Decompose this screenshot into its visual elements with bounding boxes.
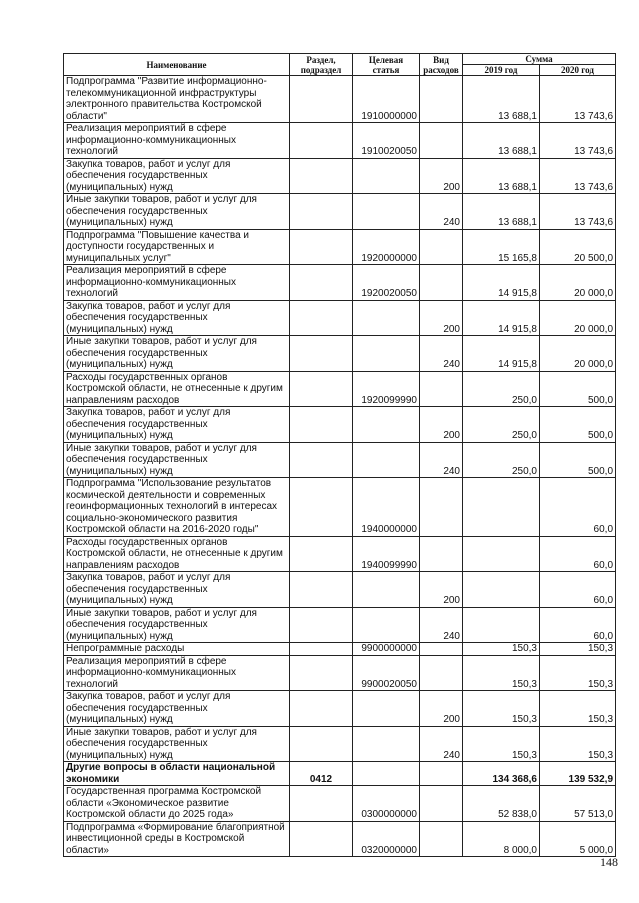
row-name: Закупка товаров, работ и услуг для обеспечения государственных (муниципальных) нужд: [64, 572, 290, 608]
row-name: Другие вопросы в области национальной экономики: [64, 762, 290, 786]
row-sum-2019: 14 915,8: [463, 265, 540, 301]
row-name: Подпрограмма "Использование результатов космической деятельности и современных геоинформационных технологий в интересах социально-экономического развития Костромской области на 2016-2020 годы": [64, 478, 290, 537]
row-kind: 200: [420, 158, 463, 194]
row-name: Подпрограмма «Формирование благоприятной инвестиционной среды в Костромской области»: [64, 821, 290, 857]
row-sum-2019: [463, 572, 540, 608]
row-sum-2020: 57 513,0: [540, 786, 616, 822]
row-kind: [420, 478, 463, 537]
row-sum-2019: 14 915,8: [463, 300, 540, 336]
row-sum-2020: 139 532,9: [540, 762, 616, 786]
row-kind: [420, 123, 463, 159]
row-kind: [420, 371, 463, 407]
row-sum-2020: 13 743,6: [540, 76, 616, 123]
row-target: [353, 572, 420, 608]
row-name: Иные закупки товаров, работ и услуг для обеспечения государственных (муниципальных) нужд: [64, 194, 290, 230]
row-sum-2019: 13 688,1: [463, 123, 540, 159]
row-section: [290, 407, 353, 443]
row-kind: [420, 265, 463, 301]
row-section: [290, 265, 353, 301]
row-name: Закупка товаров, работ и услуг для обеспечения государственных (муниципальных) нужд: [64, 407, 290, 443]
row-target: [353, 607, 420, 643]
row-section: [290, 607, 353, 643]
row-kind: 240: [420, 442, 463, 478]
row-target: 9900000000: [353, 643, 420, 656]
row-sum-2020: 150,3: [540, 655, 616, 691]
page-number: 148: [600, 855, 618, 869]
row-target: 1910000000: [353, 76, 420, 123]
header-section: Раздел, подраздел: [290, 54, 353, 76]
row-target: [353, 691, 420, 727]
header-target: Целевая статья: [353, 54, 420, 76]
row-section: 0412: [290, 762, 353, 786]
row-name: Иные закупки товаров, работ и услуг для обеспечения государственных (муниципальных) нужд: [64, 726, 290, 762]
row-name: Иные закупки товаров, работ и услуг для обеспечения государственных (муниципальных) нужд: [64, 607, 290, 643]
table-row: [64, 371, 616, 407]
row-section: [290, 194, 353, 230]
row-target: [353, 158, 420, 194]
row-sum-2019: 13 688,1: [463, 194, 540, 230]
header-sum: Сумма: [463, 54, 616, 65]
row-kind: 200: [420, 407, 463, 443]
row-kind: [420, 786, 463, 822]
table-body: [64, 76, 616, 857]
row-target: [353, 762, 420, 786]
row-sum-2020: 60,0: [540, 607, 616, 643]
row-section: [290, 821, 353, 857]
row-name: Закупка товаров, работ и услуг для обеспечения государственных (муниципальных) нужд: [64, 158, 290, 194]
table-row: [64, 821, 616, 857]
row-sum-2020: 60,0: [540, 478, 616, 537]
row-name: Расходы государственных органов Костромской области, не отнесенные к другим направлениям расходов: [64, 371, 290, 407]
row-sum-2019: [463, 607, 540, 643]
row-kind: [420, 762, 463, 786]
row-section: [290, 442, 353, 478]
row-name: Подпрограмма "Повышение качества и доступности государственных и муниципальных услуг": [64, 229, 290, 265]
row-kind: [420, 643, 463, 656]
row-section: [290, 76, 353, 123]
row-kind: [420, 76, 463, 123]
row-section: [290, 691, 353, 727]
row-kind: 200: [420, 691, 463, 727]
row-kind: 240: [420, 726, 463, 762]
row-sum-2020: 13 743,6: [540, 158, 616, 194]
row-kind: 240: [420, 336, 463, 372]
row-sum-2019: [463, 536, 540, 572]
table-row: [64, 407, 616, 443]
row-target: [353, 726, 420, 762]
row-kind: 240: [420, 607, 463, 643]
table-row: [64, 194, 616, 230]
row-sum-2019: 250,0: [463, 407, 540, 443]
row-sum-2020: 60,0: [540, 572, 616, 608]
row-section: [290, 336, 353, 372]
row-name: Реализация мероприятий в сфере информационно-коммуникационных технологий: [64, 655, 290, 691]
table-row: [64, 607, 616, 643]
row-name: Реализация мероприятий в сфере информационно-коммуникационных технологий: [64, 123, 290, 159]
row-target: 1920020050: [353, 265, 420, 301]
row-sum-2020: 5 000,0: [540, 821, 616, 857]
row-target: 0300000000: [353, 786, 420, 822]
budget-table: [63, 53, 616, 857]
table-row: [64, 691, 616, 727]
header-kind: Вид расходов: [420, 54, 463, 76]
table-row: [64, 536, 616, 572]
row-sum-2020: 20 000,0: [540, 336, 616, 372]
table-row: [64, 158, 616, 194]
row-sum-2019: 14 915,8: [463, 336, 540, 372]
table-row: [64, 762, 616, 786]
row-name: Закупка товаров, работ и услуг для обеспечения государственных (муниципальных) нужд: [64, 300, 290, 336]
row-name: Непрограммные расходы: [64, 643, 290, 656]
table-row: [64, 76, 616, 123]
row-sum-2019: 150,3: [463, 726, 540, 762]
table-row: [64, 643, 616, 656]
row-sum-2020: 150,3: [540, 726, 616, 762]
row-target: 9900020050: [353, 655, 420, 691]
row-target: 1910020050: [353, 123, 420, 159]
row-target: [353, 336, 420, 372]
table-row: [64, 786, 616, 822]
row-kind: [420, 655, 463, 691]
row-sum-2019: 8 000,0: [463, 821, 540, 857]
row-sum-2020: 13 743,6: [540, 194, 616, 230]
row-sum-2020: 500,0: [540, 407, 616, 443]
table-row: [64, 300, 616, 336]
row-sum-2019: 13 688,1: [463, 76, 540, 123]
table-row: [64, 478, 616, 537]
row-sum-2019: 13 688,1: [463, 158, 540, 194]
row-sum-2019: 150,3: [463, 655, 540, 691]
row-name: Закупка товаров, работ и услуг для обеспечения государственных (муниципальных) нужд: [64, 691, 290, 727]
row-kind: 200: [420, 572, 463, 608]
row-target: [353, 300, 420, 336]
row-sum-2020: 500,0: [540, 442, 616, 478]
row-sum-2020: 13 743,6: [540, 123, 616, 159]
table-row: [64, 726, 616, 762]
row-section: [290, 478, 353, 537]
row-target: 1940099990: [353, 536, 420, 572]
row-target: 0320000000: [353, 821, 420, 857]
row-sum-2020: 60,0: [540, 536, 616, 572]
header-year-2020: 2020 год: [540, 65, 616, 76]
row-sum-2020: 150,3: [540, 643, 616, 656]
header-year-2019: 2019 год: [463, 65, 540, 76]
row-name: Расходы государственных органов Костромской области, не отнесенные к другим направлениям расходов: [64, 536, 290, 572]
row-kind: [420, 536, 463, 572]
row-kind: 240: [420, 194, 463, 230]
table-row: [64, 655, 616, 691]
row-section: [290, 158, 353, 194]
row-section: [290, 786, 353, 822]
row-target: 1940000000: [353, 478, 420, 537]
row-section: [290, 643, 353, 656]
row-section: [290, 655, 353, 691]
row-section: [290, 229, 353, 265]
row-sum-2019: 250,0: [463, 442, 540, 478]
row-section: [290, 300, 353, 336]
row-sum-2019: 250,0: [463, 371, 540, 407]
row-section: [290, 371, 353, 407]
row-section: [290, 123, 353, 159]
row-kind: [420, 821, 463, 857]
row-kind: [420, 229, 463, 265]
row-sum-2020: 150,3: [540, 691, 616, 727]
row-sum-2020: 20 000,0: [540, 265, 616, 301]
row-sum-2019: 52 838,0: [463, 786, 540, 822]
row-name: Государственная программа Костромской области «Экономическое развитие Костромской области до 2025 года»: [64, 786, 290, 822]
table-row: [64, 572, 616, 608]
table-row: [64, 123, 616, 159]
row-target: [353, 442, 420, 478]
row-target: 1920099990: [353, 371, 420, 407]
row-kind: 200: [420, 300, 463, 336]
row-name: Реализация мероприятий в сфере информационно-коммуникационных технологий: [64, 265, 290, 301]
table-row: [64, 442, 616, 478]
row-sum-2019: 15 165,8: [463, 229, 540, 265]
row-target: 1920000000: [353, 229, 420, 265]
row-sum-2020: 500,0: [540, 371, 616, 407]
row-target: [353, 407, 420, 443]
table-row: [64, 336, 616, 372]
row-section: [290, 726, 353, 762]
row-target: [353, 194, 420, 230]
row-section: [290, 572, 353, 608]
row-sum-2020: 20 500,0: [540, 229, 616, 265]
row-sum-2019: 150,3: [463, 691, 540, 727]
row-sum-2020: 20 000,0: [540, 300, 616, 336]
row-sum-2019: 134 368,6: [463, 762, 540, 786]
row-name: Иные закупки товаров, работ и услуг для обеспечения государственных (муниципальных) нужд: [64, 442, 290, 478]
row-name: Иные закупки товаров, работ и услуг для обеспечения государственных (муниципальных) нужд: [64, 336, 290, 372]
row-sum-2019: [463, 478, 540, 537]
header-name: Наименование: [64, 54, 290, 76]
row-section: [290, 536, 353, 572]
table-row: [64, 229, 616, 265]
table-row: [64, 265, 616, 301]
row-name: Подпрограмма "Развитие информационно-телекоммуникационной инфраструктуры электронного правительства Костромской области": [64, 76, 290, 123]
row-sum-2019: 150,3: [463, 643, 540, 656]
